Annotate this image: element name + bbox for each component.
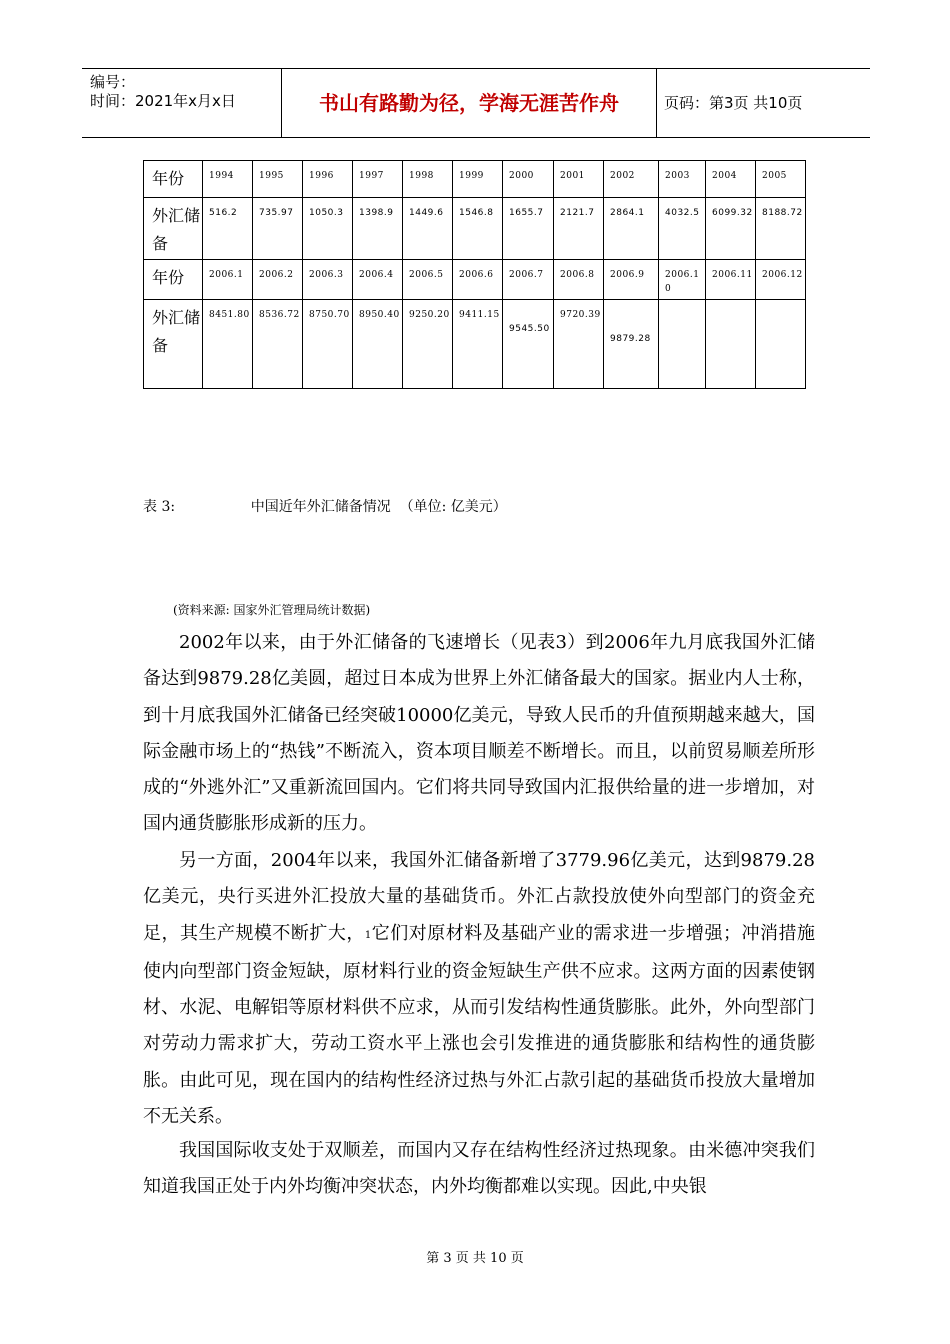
table-caption: 表 3: 中国近年外汇储备情况 （单位: 亿美元）: [143, 499, 507, 515]
table-row-years-2: [144, 260, 806, 300]
paragraph-text: 它们对原材料及基础产业的需求进一步增强；冲消措施使内向型部门资金短缺，原材料行业的资金短缺生产供不应求。这两方面的因素使钢材、水泥、电解铝等原材料供不应求，从而引发结构性通货膨胀。此外，外向型部门对劳动力需求扩大，劳动工资水平上涨也会引发推进的通货膨胀和结构性的通货膨胀。由此可见，现在国内的结构性经济过热与外汇占款引起的基础货币投放大量增加不无关系。: [143, 922, 815, 1128]
page-footer: 第 3 页 共 10 页: [426, 1251, 524, 1266]
table-cell: 8536.72: [253, 300, 303, 389]
table-cell: 1998: [403, 161, 453, 198]
row-label-year: 年份: [144, 161, 203, 198]
body-paragraph-2: [143, 843, 815, 1135]
table-cell: 2003: [659, 161, 706, 198]
table-cell: 2006.4: [353, 260, 403, 300]
row-label-year: 年份: [144, 260, 203, 300]
paragraph-text: 另一方面，2004年以来，我国外汇储备新增了3779.96亿美元，达到9879.28亿美元，央行买进外汇投放大量的基础货币。外汇占款投放使外向型部门的资金充足，其生产规模不断扩大，: [143, 850, 815, 944]
table-cell: 2005: [756, 161, 806, 198]
table-cell: 2001: [554, 161, 604, 198]
table-row-years-1: [144, 161, 806, 198]
footnote-marker[interactable]: 1: [364, 929, 372, 941]
table-cell: 516.2: [203, 198, 253, 260]
table-cell: 1996: [303, 161, 353, 198]
header-page-number: 页码：第3页 共10页: [664, 94, 803, 112]
table-cell: 1997: [353, 161, 403, 198]
table-cell: 8188.72: [756, 198, 806, 260]
table-cell: 2000: [503, 161, 554, 198]
table-cell: [706, 300, 756, 389]
page-header: [82, 68, 870, 138]
body-paragraph-1: 2002年以来，由于外汇储备的飞速增长（见表3）到2006年九月底我国外汇储备达到9879.28亿美圆，超过日本成为世界上外汇储备最大的国家。据业内人士称，到十月底我国外汇储备已经突破10000亿美元，导致人民币的升值预期越来越大，国际金融市场上的“热钱”不断流入，资本项目顺差不断增长。而且，以前贸易顺差所形成的“外逃外汇”又重新流回国内。它们将共同导致国内汇报供给量的进一步增加，对国内通货膨胀形成新的压力。: [143, 632, 815, 835]
table-cell: 8950.40: [353, 300, 403, 389]
row-label-reserve: 外汇储备: [144, 300, 203, 389]
table-cell: 2006.1: [203, 260, 253, 300]
table-cell: 2006.7: [503, 260, 554, 300]
table-cell: 735.97: [253, 198, 303, 260]
table-cell: 8451.80: [203, 300, 253, 389]
table-cell: 2006.11: [706, 260, 756, 300]
document-time-label: 时间：2021年x月x日: [90, 92, 236, 110]
row-label-reserve: 外汇储备: [144, 198, 203, 260]
table-cell: 1995: [253, 161, 303, 198]
table-row-values-1: [144, 198, 806, 260]
table-cell: 1398.9: [353, 198, 403, 260]
table-cell: 2121.7: [554, 198, 604, 260]
table-cell: 2006.3: [303, 260, 353, 300]
table-cell: 2864.1: [604, 198, 659, 260]
header-motto: 书山有路勤为径，学海无涯苦作舟: [282, 69, 657, 137]
table-cell: 1999: [453, 161, 503, 198]
table-cell: [659, 300, 706, 389]
table-cell: 2006.12: [756, 260, 806, 300]
data-source-note: (资料来源: 国家外汇管理局统计数据): [173, 603, 371, 617]
table-cell: 1449.6: [403, 198, 453, 260]
table-cell: 9545.50: [503, 300, 554, 389]
table-cell: 2006.2: [253, 260, 303, 300]
body-paragraph-3: 我国国际收支处于双顺差，而国内又存在结构性经济过热现象。由米德冲突我们知道我国正处于内外均衡冲突状态，内外均衡都难以实现。因此,中央银: [143, 1140, 815, 1198]
table-cell: 1655.7: [503, 198, 554, 260]
table-cell: [756, 300, 806, 389]
table-cell: 1546.8: [453, 198, 503, 260]
table-cell: 2006.5: [403, 260, 453, 300]
table-cell: 2002: [604, 161, 659, 198]
table-cell: 9720.39: [554, 300, 604, 389]
table-cell: 9411.15: [453, 300, 503, 389]
table-cell: 9250.20: [403, 300, 453, 389]
table-cell: 8750.70: [303, 300, 353, 389]
table-cell: 4032.5: [659, 198, 706, 260]
table-cell: 2006.8: [554, 260, 604, 300]
table-cell: 1994: [203, 161, 253, 198]
table-cell: 2006.6: [453, 260, 503, 300]
table-cell: 1050.3: [303, 198, 353, 260]
header-meta: [82, 69, 282, 137]
table-row-values-2: [144, 300, 806, 389]
table-cell: 2006.9: [604, 260, 659, 300]
document-number-label: 编号：: [90, 73, 136, 91]
table-cell: 2004: [706, 161, 756, 198]
forex-reserve-table: [143, 160, 806, 389]
table-cell: 6099.32: [706, 198, 756, 260]
table-cell: 9879.28: [604, 300, 659, 389]
table-cell: 2006.10: [659, 260, 706, 300]
